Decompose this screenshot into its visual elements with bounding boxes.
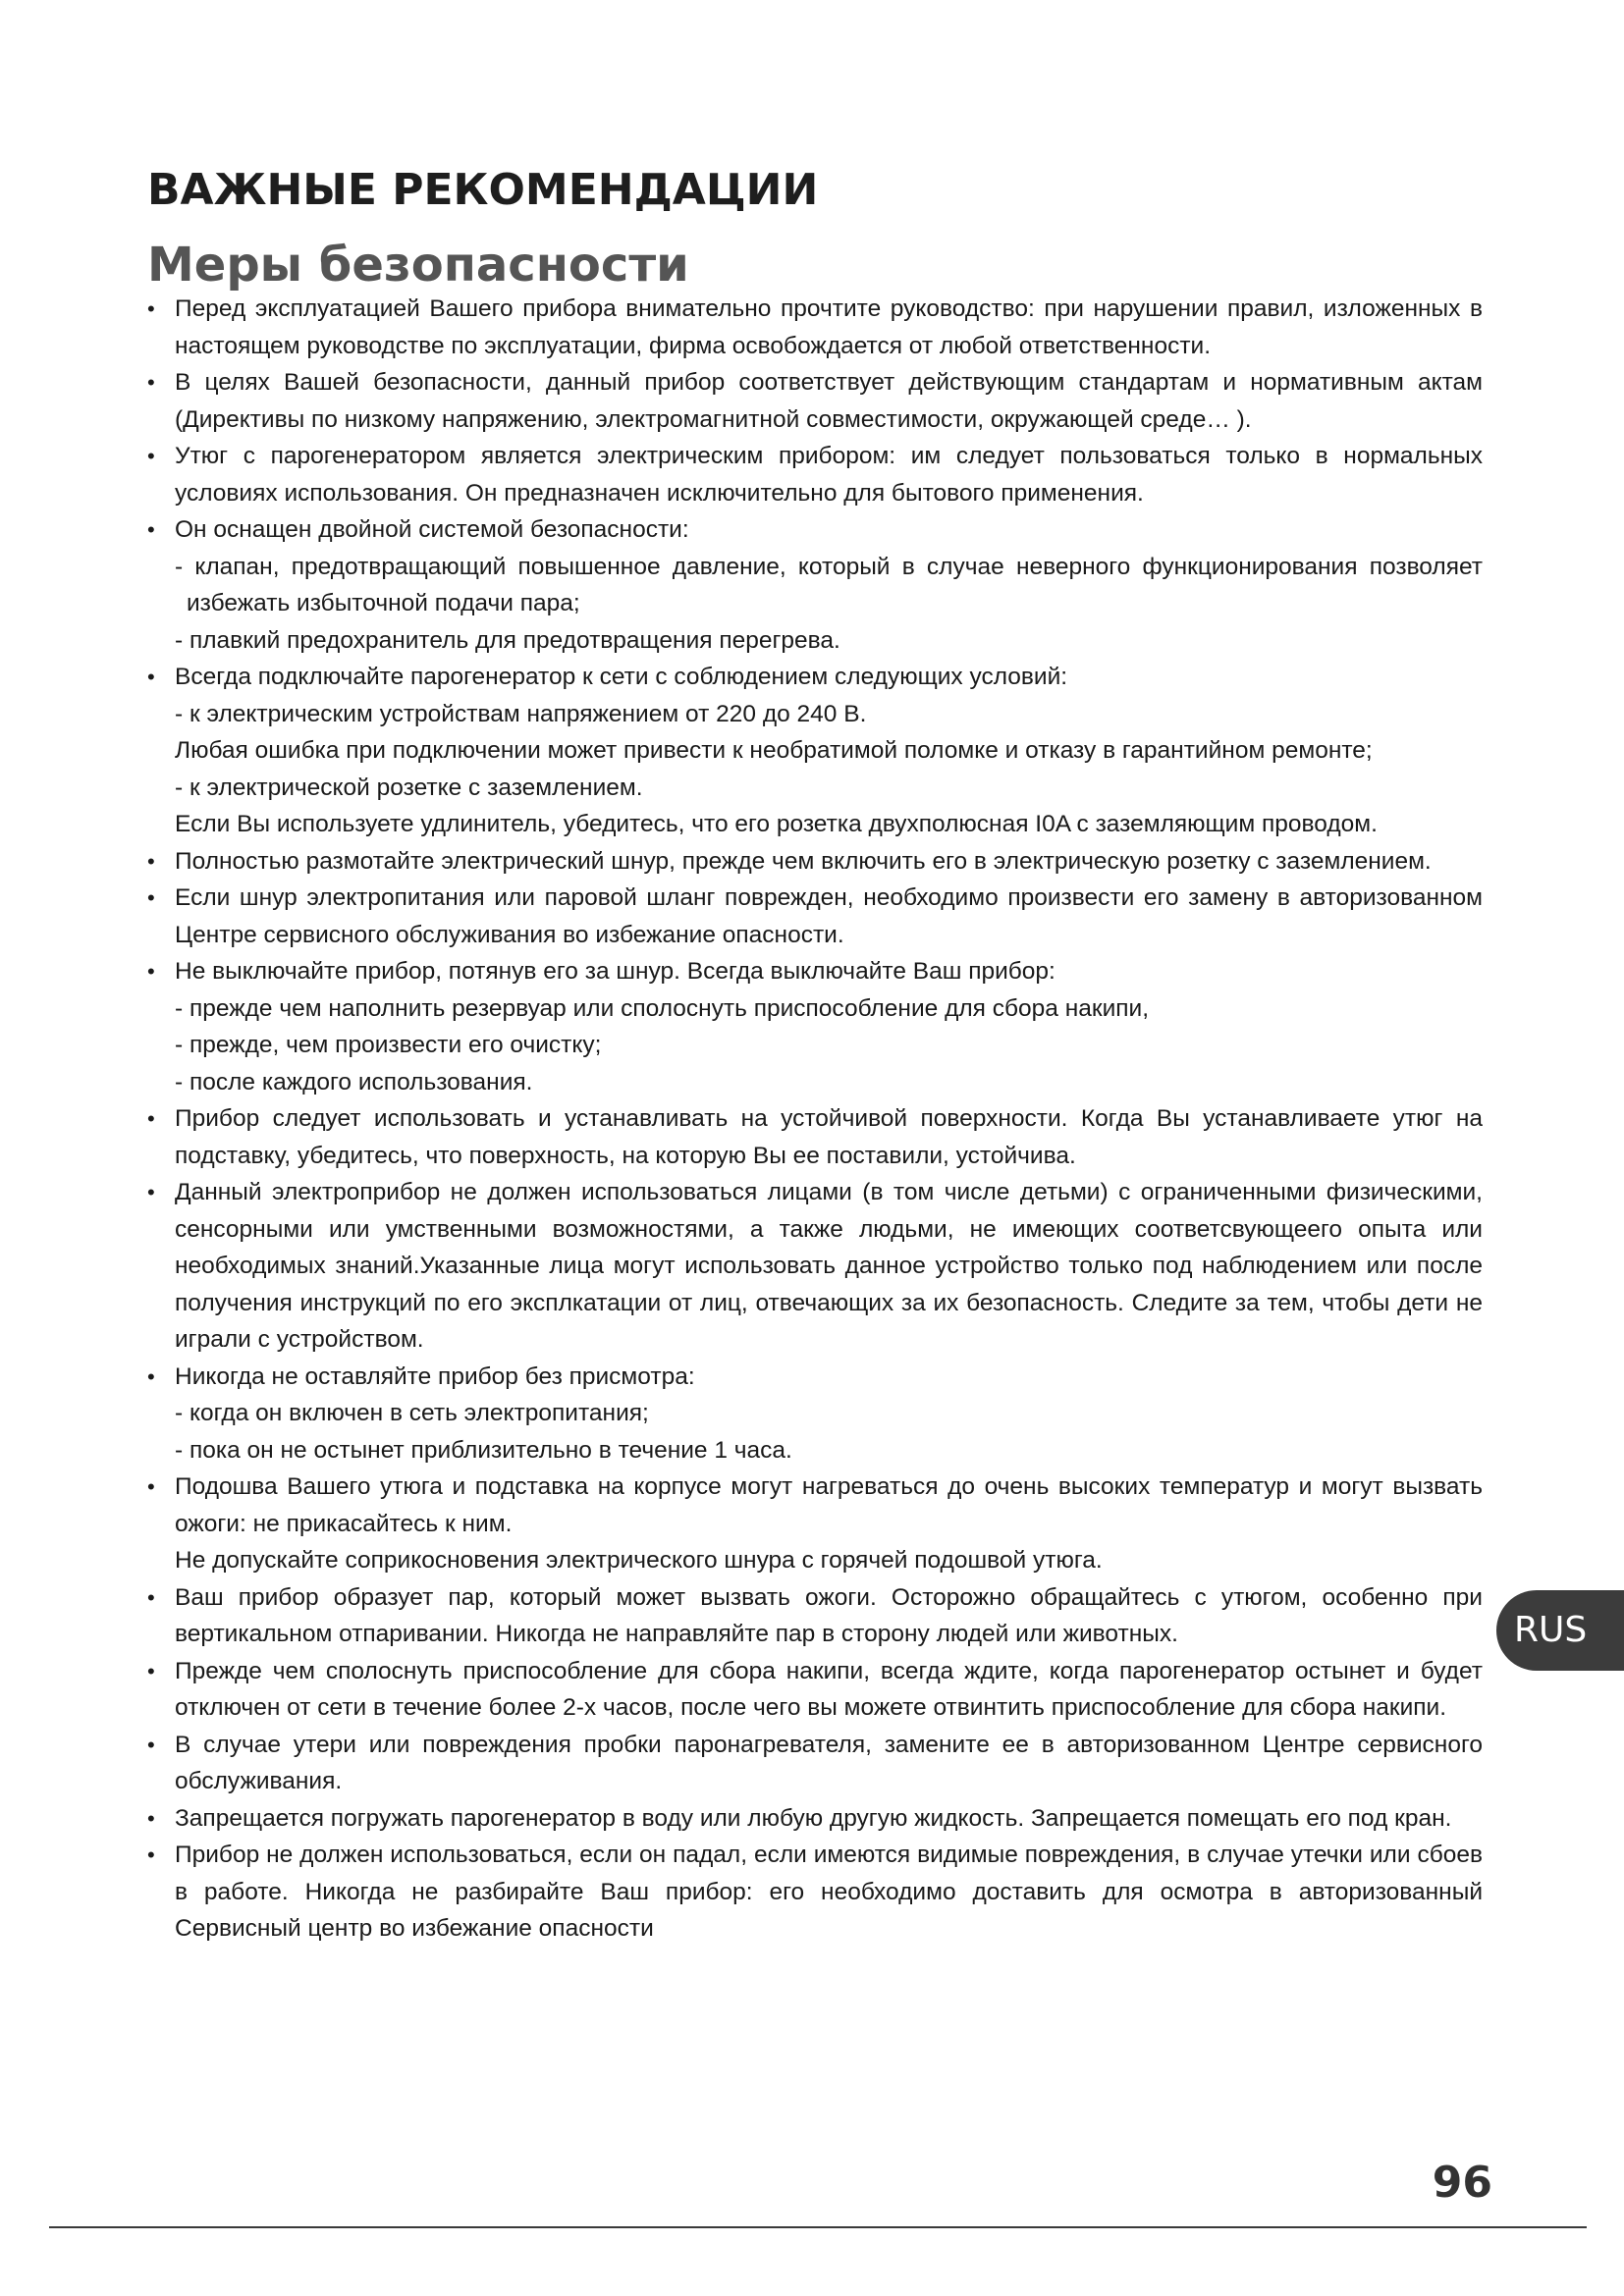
list-subitem: Любая ошибка при подключении может привести к необратимой поломке и отказу в гарантийном ремонте; [175, 737, 1373, 764]
list-subitem: - к электрическим устройствам напряжением от 220 до 240 В. [175, 700, 867, 727]
bullet-icon: • [147, 1805, 155, 1831]
page-number: 96 [1432, 2158, 1492, 2208]
list-item-text: Прежде чем сполоснуть приспособление для сбора накипи, всегда ждите, когда парогенератор остынет и будет отключен от сети в течение более 2-х часов, после чего вы можете отвинтить приспособление для сбора накипи. [175, 1657, 1483, 1721]
list-subitem: Не допускайте соприкосновения электрического шнура с горячей подошвой утюга. [175, 1547, 1103, 1574]
list-subitem: - пока он не остынет приблизительно в течение 1 часа. [175, 1436, 792, 1464]
bullet-icon: • [147, 848, 155, 874]
bullet-icon: • [147, 444, 155, 468]
list-item [147, 1727, 1483, 1800]
list-item-text: Перед эксплуатацией Вашего прибора внимательно прочтите руководство: при нарушении правил, изложенных в настоящем руководстве по эксплуатации, фирма освобождается от любой ответственности. [175, 295, 1483, 359]
language-tab: RUS [1496, 1590, 1624, 1671]
bullet-icon: • [147, 959, 155, 984]
list-item-text: Ваш прибор образует пар, который может вызвать ожоги. Осторожно обращайтесь с утюгом, особенно при вертикальном отпаривании. Никогда не направляйте пар в сторону людей или животных. [175, 1583, 1483, 1647]
safety-list [147, 291, 1483, 1948]
list-item-text: Утюг с парогенератором является электрическим прибором: им следует пользоваться только в нормальных условиях использования. Он предназначен исключительно для бытового применения. [175, 443, 1483, 507]
list-item-text: Данный электроприбор не должен использоваться лицами (в том числе детьми) с ограниченными физическими, сенсорными или умственными возможностями, а также людьми, не имеющих соответсвующеего опыта или необходимых знаний.Указанные лица могут использовать данное устройство только под наблюдением или после получения инструкций по его эксплкатации от лиц, отвечающих за их безопасность. Следите за тем, чтобы дети не играли с устройством. [175, 1179, 1483, 1353]
list-item [147, 291, 1483, 364]
bullet-icon: • [147, 1106, 155, 1131]
list-subitem: Если Вы используете удлинитель, убедитесь, что его розетка двухполюсная I0A с заземляющим проводом. [175, 811, 1378, 837]
list-item-text: В случае утери или повреждения пробки паронагревателя, замените ее в авторизованном Центре сервисного обслуживания. [175, 1731, 1483, 1794]
list-item [147, 1174, 1483, 1359]
list-item [147, 659, 1483, 843]
list-item-text: Всегда подключайте парогенератор к сети с соблюдением следующих условий: [175, 664, 1068, 690]
bullet-icon: • [147, 517, 155, 542]
list-item-text: Запрещается погружать парогенератор в воду или любую другую жидкость. Запрещается помещать его под кран. [175, 1804, 1452, 1832]
page-title: ВАЖНЫЕ РЕКОМЕНДАЦИИ [147, 165, 819, 215]
list-item [147, 1653, 1483, 1727]
bullet-icon: • [147, 1474, 155, 1499]
list-item-text: Он оснащен двойной системой безопасности: [175, 516, 689, 543]
list-item-text: Прибор не должен использоваться, если он падал, если имеются видимые повреждения, в случае утечки или сбоев в работе. Никогда не разбирайте Ваш прибор: его необходимо доставить для осмотра в авторизованный Сервисный центр во избежание опасности [175, 1842, 1483, 1942]
list-item [147, 843, 1483, 881]
list-subitem: - к электрической розетке с заземлением. [175, 774, 643, 801]
list-item [147, 880, 1483, 953]
bullet-icon: • [147, 370, 155, 395]
list-item-text: Если шнур электропитания или паровой шланг поврежден, необходимо произвести его замену в авторизованном Центре сервисного обслуживания во избежание опасности. [175, 884, 1483, 948]
bullet-icon: • [147, 1363, 155, 1389]
list-item-text: Полностью размотайте электрический шнур, прежде чем включить его в электрическую розетку с заземлением. [175, 847, 1432, 875]
list-item [147, 953, 1483, 1100]
list-subitem: - клапан, предотвращающий повышенное давление, который в случае неверного функционирования позволяет избежать избыточной подачи пара; [175, 553, 1483, 616]
section-title: Меры безопасности [147, 238, 689, 293]
bullet-icon: • [147, 665, 155, 689]
list-subitem: - прежде чем наполнить резервуар или сполоснуть приспособление для сбора накипи, [175, 994, 1150, 1022]
list-item [147, 1579, 1483, 1653]
list-item [147, 1468, 1483, 1579]
list-subitem: - когда он включен в сеть электропитания; [175, 1400, 649, 1426]
bullet-icon: • [147, 1584, 155, 1610]
footer-divider [49, 2226, 1587, 2228]
bullet-icon: • [147, 1658, 155, 1683]
bullet-icon: • [147, 1732, 155, 1757]
list-subitem: - после каждого использования. [175, 1068, 533, 1095]
list-item [147, 438, 1483, 511]
list-item [147, 1837, 1483, 1948]
list-item [147, 1100, 1483, 1174]
bullet-icon: • [147, 885, 155, 910]
list-item-text: Подошва Вашего утюга и подставка на корпусе могут нагреваться до очень высоких температур и могут вызвать ожоги: не прикасайтесь к ним. [175, 1473, 1483, 1537]
list-subitem: - плавкий предохранитель для предотвращения перегрева. [175, 626, 840, 654]
list-item [147, 364, 1483, 438]
list-item-text: В целях Вашей безопасности, данный прибор соответствует действующим стандартам и нормативным актам (Директивы по низкому напряжению, электромагнитной совместимости, окружающей среде… ). [175, 369, 1483, 433]
list-item-text: Не выключайте прибор, потянув его за шнур. Всегда выключайте Ваш прибор: [175, 958, 1056, 985]
list-item [147, 1359, 1483, 1469]
list-item-text: Никогда не оставляйте прибор без присмотра: [175, 1362, 695, 1390]
bullet-icon: • [147, 1180, 155, 1204]
list-subitem: - прежде, чем произвести его очистку; [175, 1032, 602, 1058]
list-item [147, 1800, 1483, 1838]
bullet-icon: • [147, 296, 155, 321]
bullet-icon: • [147, 1842, 155, 1867]
list-item [147, 511, 1483, 659]
list-item-text: Прибор следует использовать и устанавливать на устойчивой поверхности. Когда Вы устанавливаете утюг на подставку, убедитесь, что поверхность, на которую Вы ее поставили, устойчива. [175, 1105, 1483, 1169]
